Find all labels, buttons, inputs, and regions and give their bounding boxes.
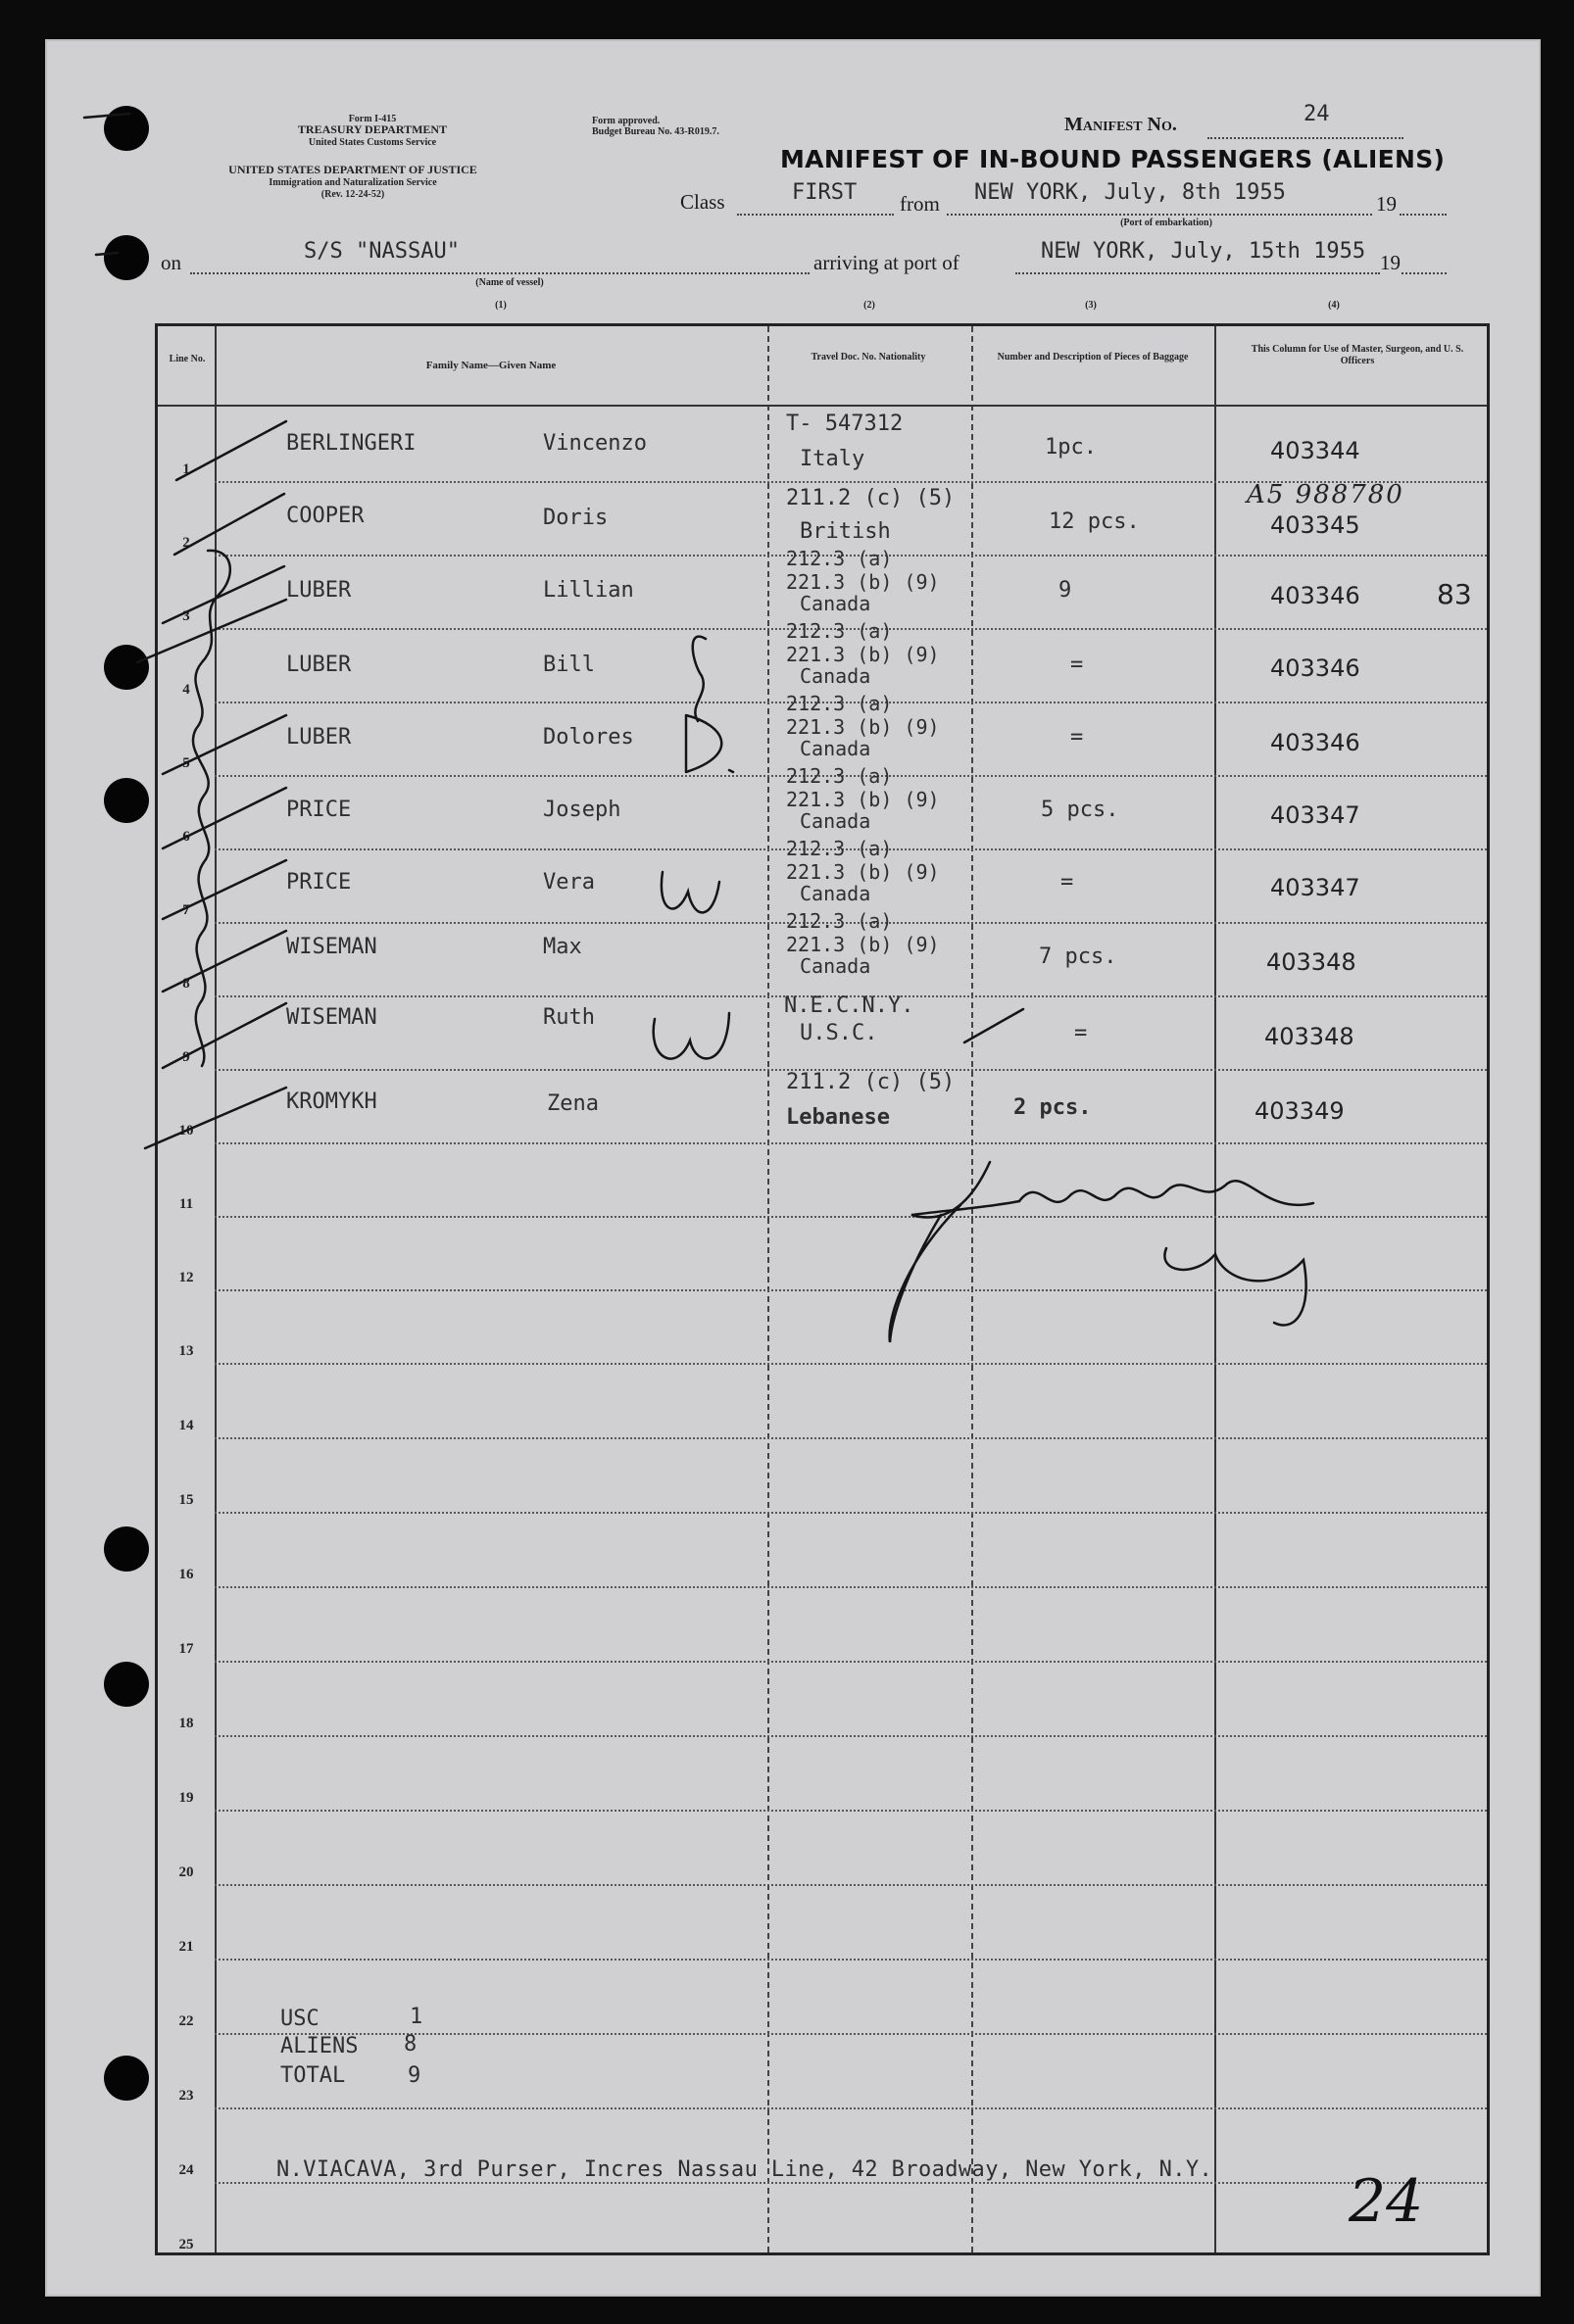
travel-doc: 212.3 (a) — [786, 692, 893, 715]
signature — [1019, 1181, 1313, 1205]
handwritten-alien-number: A5 988780 — [1247, 480, 1404, 509]
officer-number: 403344 — [1270, 437, 1360, 464]
officer-number: 403347 — [1270, 874, 1360, 901]
check-mark — [163, 715, 286, 774]
handwritten-initial — [693, 637, 706, 721]
nationality: Canada — [800, 954, 871, 978]
line-number: 16 — [178, 1567, 194, 1582]
class-label: Class — [680, 190, 725, 214]
column-number-1: (1) — [495, 300, 507, 311]
total-value: 1 — [410, 2005, 423, 2029]
baggage: = — [1074, 1021, 1088, 1045]
total-label: USC — [280, 2007, 320, 2031]
column-header-travel: Travel Doc. No. Nationality — [811, 352, 926, 363]
given-name: Max — [543, 935, 582, 959]
ins-service: Immigration and Naturalization Service — [269, 177, 437, 188]
baggage: 1pc. — [1045, 435, 1097, 460]
revision-date: (Rev. 12-24-52) — [320, 189, 385, 200]
baggage: 7 pcs. — [1039, 944, 1117, 969]
column-number-4: (4) — [1328, 300, 1340, 311]
line-number: 6 — [182, 829, 190, 845]
class-value: FIRST — [792, 180, 858, 205]
baggage: = — [1060, 870, 1074, 895]
line-number: 12 — [178, 1270, 194, 1285]
nationality: Lebanese — [786, 1105, 890, 1130]
given-name: Vera — [543, 870, 595, 895]
manifest-title: MANIFEST OF IN-BOUND PASSENGERS (ALIENS) — [780, 145, 1446, 173]
customs-service: United States Customs Service — [308, 137, 437, 148]
line-number: 13 — [178, 1343, 194, 1359]
signature — [890, 1162, 1019, 1342]
nationality: British — [800, 519, 891, 544]
line-number: 2 — [182, 535, 190, 551]
vessel-value: S/S "NASSAU" — [304, 239, 460, 264]
family-name: COOPER — [286, 504, 365, 528]
travel-doc: 221.3 (b) (9) — [786, 860, 940, 884]
travel-doc: 221.3 (b) (9) — [786, 788, 940, 811]
column-number-2: (2) — [863, 300, 875, 311]
given-name: Lillian — [543, 578, 634, 603]
line-number: 15 — [178, 1492, 194, 1508]
bracket-squiggle — [193, 551, 230, 1066]
signature — [1164, 1248, 1305, 1325]
line-number: 21 — [178, 1939, 194, 1955]
travel-doc: 221.3 (b) (9) — [786, 715, 940, 739]
line-number: 11 — [178, 1196, 194, 1212]
line-number: 24 — [178, 2162, 194, 2178]
line-number: 8 — [182, 976, 190, 992]
line-number: 10 — [178, 1123, 194, 1138]
given-name: Bill — [543, 653, 595, 677]
line-number: 9 — [182, 1049, 190, 1065]
family-name: PRICE — [286, 798, 352, 822]
handwritten-initial — [662, 872, 719, 912]
margin-tick — [84, 114, 129, 118]
travel-doc: 211.2 (c) (5) — [786, 486, 956, 510]
given-name: Dolores — [543, 725, 634, 750]
line-number: 19 — [178, 1790, 194, 1806]
margin-number: 83 — [1437, 578, 1472, 610]
given-name: Zena — [547, 1091, 599, 1116]
on-label: on — [161, 251, 181, 274]
total-value: 8 — [404, 2032, 418, 2057]
baggage: = — [1070, 725, 1084, 750]
baggage: 12 pcs. — [1049, 509, 1140, 534]
travel-doc: 212.3 (a) — [786, 547, 893, 570]
treasury-department: TREASURY DEPARTMENT — [297, 122, 448, 136]
line-number: 5 — [182, 755, 190, 771]
nationality: Canada — [800, 737, 871, 760]
check-mark — [176, 421, 286, 480]
total-label: ALIENS — [280, 2034, 359, 2058]
line-number: 3 — [182, 608, 190, 624]
check-mark — [163, 1003, 286, 1068]
check-mark — [163, 860, 286, 919]
line-number: 4 — [182, 682, 190, 698]
year-label-2: 19 — [1380, 251, 1401, 274]
baggage: = — [1070, 653, 1084, 677]
given-name: Joseph — [543, 798, 621, 822]
margin-tick — [96, 253, 118, 255]
travel-doc: N.E.C.N.Y. — [784, 993, 914, 1018]
officer-number: 403346 — [1270, 729, 1360, 756]
baggage: 2 pcs. — [1013, 1095, 1092, 1120]
given-name: Ruth — [543, 1005, 595, 1030]
check-mark — [163, 566, 284, 623]
nationality: Canada — [800, 664, 871, 688]
travel-doc: 212.3 (a) — [786, 764, 893, 788]
nationality: U.S.C. — [800, 1021, 878, 1045]
total-value: 9 — [408, 2063, 421, 2088]
travel-doc: 221.3 (b) (9) — [786, 933, 940, 956]
travel-doc: 212.3 (a) — [786, 837, 893, 860]
handwritten-initial — [654, 1013, 729, 1059]
officer-number: 403348 — [1264, 1023, 1354, 1050]
officer-number: 403346 — [1270, 654, 1360, 682]
line-number: 23 — [178, 2088, 194, 2104]
budget-bureau: Budget Bureau No. 43-R019.7. — [592, 126, 719, 137]
family-name: WISEMAN — [286, 1005, 377, 1030]
arriving-label: arriving at port of — [813, 251, 959, 274]
check-mark — [174, 494, 284, 555]
officer-number: 403348 — [1266, 948, 1356, 976]
nationality: Canada — [800, 809, 871, 833]
baggage: 9 — [1058, 578, 1072, 603]
column-header-officers: This Column for Use of Master, Surgeon, and U. S. Officers — [1251, 344, 1464, 366]
column-number-3: (3) — [1085, 300, 1097, 311]
travel-doc: 221.3 (b) (9) — [786, 570, 940, 594]
family-name: PRICE — [286, 870, 352, 895]
check-mark — [163, 931, 286, 992]
handwritten-initial — [686, 715, 733, 772]
slash-mark — [964, 1009, 1023, 1042]
total-label: TOTAL — [280, 2063, 346, 2088]
officer-number: 403349 — [1254, 1097, 1345, 1125]
family-name: LUBER — [286, 578, 352, 603]
family-name: BERLINGERI — [286, 431, 417, 456]
line-number: 7 — [182, 902, 190, 918]
manifest-no-label: Manifest No. — [1064, 114, 1177, 135]
baggage: 5 pcs. — [1041, 798, 1119, 822]
year-label: 19 — [1376, 192, 1397, 216]
travel-doc: T- 547312 — [786, 412, 904, 436]
officer-number: 403346 — [1270, 582, 1360, 609]
given-name: Doris — [543, 506, 609, 530]
check-mark — [145, 1088, 286, 1148]
from-value: NEW YORK, July, 8th 1955 — [974, 180, 1286, 205]
given-name: Vincenzo — [543, 431, 647, 456]
travel-doc: 211.2 (c) (5) — [786, 1070, 956, 1094]
line-number: 14 — [178, 1418, 194, 1433]
column-header-line: Line No. — [169, 354, 206, 364]
travel-doc: 212.3 (a) — [786, 619, 893, 643]
column-header-name: Family Name—Given Name — [425, 360, 557, 371]
officer-number: 403345 — [1270, 511, 1360, 539]
nationality: Canada — [800, 882, 871, 905]
line-number: 20 — [178, 1864, 194, 1880]
officer-number: 403347 — [1270, 801, 1360, 829]
family-name: WISEMAN — [286, 935, 377, 959]
line-number: 22 — [178, 2013, 194, 2029]
line-number: 25 — [178, 2237, 194, 2252]
handwritten-page-number: 24 — [1349, 2167, 1424, 2236]
port-embarkation-caption: (Port of embarkation) — [1120, 218, 1212, 228]
nationality: Italy — [800, 447, 865, 471]
family-name: LUBER — [286, 653, 352, 677]
column-header-baggage: Number and Description of Pieces of Baggage — [997, 352, 1189, 363]
department-of-justice: UNITED STATES DEPARTMENT OF JUSTICE — [228, 163, 477, 176]
travel-doc: 221.3 (b) (9) — [786, 643, 940, 666]
vessel-caption: (Name of vessel) — [475, 277, 544, 288]
family-name: LUBER — [286, 725, 352, 750]
arriving-value: NEW YORK, July, 15th 1955 — [1041, 239, 1366, 264]
line-number: 17 — [178, 1641, 194, 1657]
nationality: Canada — [800, 592, 871, 615]
check-mark — [163, 788, 286, 848]
form-approved: Form approved. — [592, 116, 661, 126]
manifest-no-value: 24 — [1303, 102, 1330, 126]
from-label: from — [900, 192, 940, 216]
purser-line: N.VIACAVA, 3rd Purser, Incres Nassau Line, 42 Broadway, New York, N.Y. — [276, 2157, 1213, 2182]
family-name: KROMYKH — [286, 1089, 377, 1114]
travel-doc: 212.3 (a) — [786, 909, 893, 933]
line-number: 18 — [178, 1716, 194, 1731]
form-number: Form I-415 — [348, 114, 397, 124]
line-number: 1 — [182, 461, 190, 477]
